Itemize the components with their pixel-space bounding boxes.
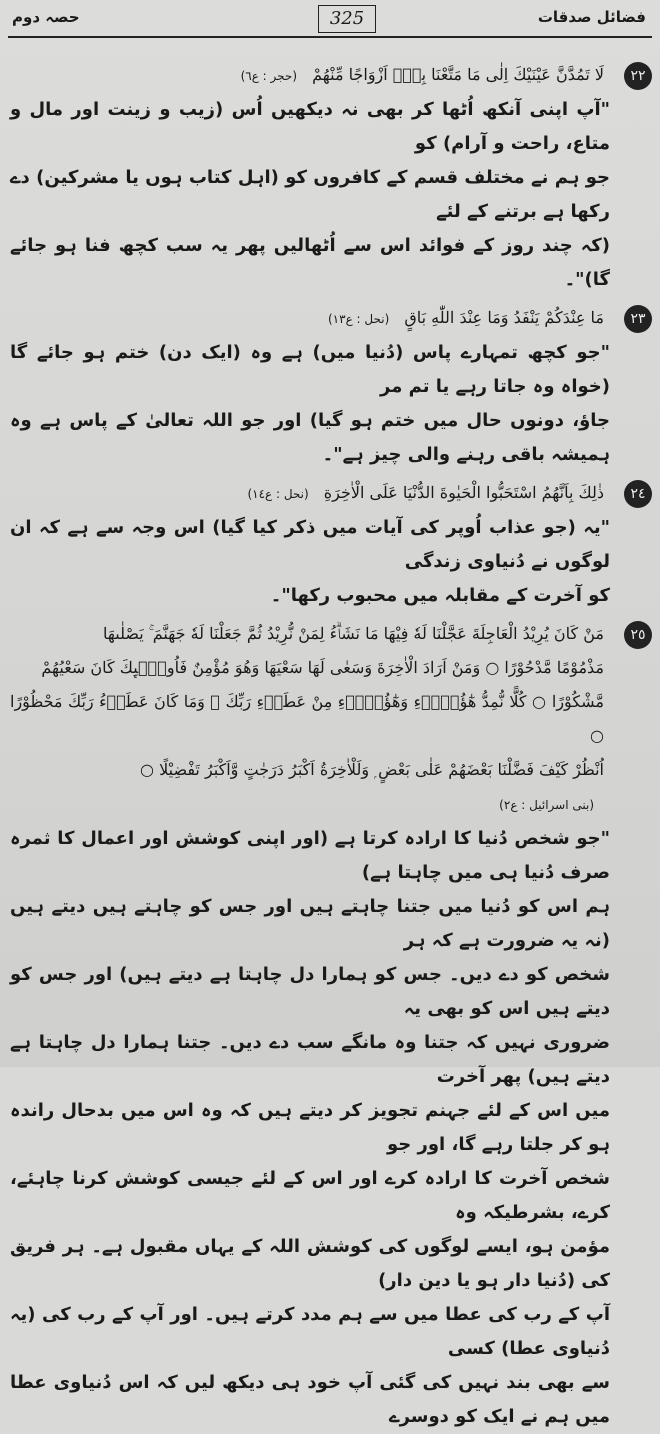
translation-line: جاؤ، دونوں حال میں ختم ہو گیا) اور جو اللہ تعالیٰ کے پاس ہے وہ ہمیشہ باقی رہنے والی چیز ہے"۔ (10, 410, 610, 465)
translation-line: شخص کو دے دیں۔ جس کو ہمارا دل چاہتا ہے دیتے ہیں) اور جس کو دیتے ہیں اس کو بھی یہ (10, 964, 610, 1019)
translation-line: میں اس کے لئے جہنم تجویز کر دیتے ہیں کہ وہ اس میں بدحال راندہ ہو کر جلتا رہے گا، اور جو (10, 1100, 610, 1155)
entry-23 (10, 301, 646, 472)
verse-text: مَا عِنْدَكُمْ يَنْفَدُ وَمَا عِنْدَ اللّٰهِ بَاقٍ (404, 308, 604, 327)
verse-text: لَا تَمُدَّنَّ عَيْنَيْكَ اِلٰى مَا مَتَّعْنَا بِهٖٓ اَزْوَاجًا مِّنْهُمْ (312, 65, 604, 84)
translation-line: "یہ (جو عذاب اُوپر کی آیات میں ذکر کیا گیا) اس وجہ سے ہے کہ ان لوگوں نے دُنیاوی زندگی (10, 517, 610, 572)
verse-number-badge: ٢٤ (624, 480, 652, 508)
quran-verse (10, 58, 610, 93)
quran-verse (10, 617, 610, 822)
book-title: فضائل صدقات (537, 8, 646, 26)
verse-text: ذٰلِكَ بِاَنَّهُمُ اسْتَحَبُّوا الْحَيٰوةَ الدُّنْيَا عَلَى الْاٰخِرَةِ (323, 483, 604, 502)
translation-line: آپ کے رب کی عطا میں سے ہم مدد کرتے ہیں۔ اور آپ کے رب کی (یہ دُنیاوی عطا) کسی (10, 1304, 610, 1359)
verse-reference: (نحل : ع١٤) (247, 487, 309, 501)
page-number: 325 (318, 5, 376, 33)
translation-line: (کہ چند روز کے فوائد اس سے اُٹھالیں پھر یہ سب کچھ فنا ہو جائے گا)"۔ (10, 235, 610, 290)
verse-line: مَنْ كَانَ يُرِيْدُ الْعَاجِلَةَ عَجَّلْنَا لَهٗ فِيْهَا مَا نَشَاۗءُ لِمَنْ نُّرِيْدُ ثُمَّ جَعَلْنَا لَهٗ جَهَنَّمَ ۚ يَصْلٰىهَا (102, 624, 604, 643)
verse-reference: (بنی اسرائیل : ع٢) (499, 798, 594, 812)
translation-line: "جو شخص دُنیا کا ارادہ کرتا ہے (اور اپنی کوشش اور اعمال کا ثمرہ صرف دُنیا ہی میں چاہتا ہے) (10, 828, 610, 883)
translation (10, 511, 610, 613)
verse-line: مَّشْكُوْرًا ○ كُلًّا نُّمِدُّ هٰٓؤُلَاۗءِ وَهٰٓؤُلَاۗءِ مِنْ عَطَاۗءِ رَبِّكَ ۭ وَمَا كَانَ عَطَاۗءُ رَبِّكَ مَحْظُوْرًا ○ (10, 692, 604, 745)
page-header (0, 0, 660, 42)
translation-line: ہم اس کو دُنیا میں جتنا چاہتے ہیں اور جس کو چاہتے ہیں دیتے ہیں (نہ یہ ضرورت ہے کہ ہر (10, 896, 610, 951)
header-rule (8, 36, 652, 38)
translation-line: "آپ اپنی آنکھ اُٹھا کر بھی نہ دیکھیں اُس (زیب و زینت اور مال و متاع، راحت و آرام) کو (10, 99, 610, 154)
translation-line: مؤمن ہو، ایسے لوگوں کی کوشش اللہ کے یہاں مقبول ہے۔ ہر فریق کی (دُنیا دار ہو یا دین دار) (10, 1236, 610, 1291)
verse-line: مَذْمُوْمًا مَّدْحُوْرًا ○ وَمَنْ اَرَادَ الْاٰخِرَةَ وَسَعٰى لَهَا سَعْيَهَا وَهُوَ مُؤْمِنٌ فَاُولٰۗىِٕكَ كَانَ سَعْيُهُمْ (41, 658, 604, 677)
verse-number-badge: ٢٥ (624, 621, 652, 649)
translation-line: سے بھی بند نہیں کی گئی آپ خود ہی دیکھ لیں کہ اس دُنیاوی عطا میں ہم نے ایک کو دوسرے (10, 1372, 610, 1427)
quran-verse (10, 301, 610, 336)
translation-line: "جو کچھ تمہارے پاس (دُنیا میں) ہے وہ (ایک دن) ختم ہو جائے گا (خواہ وہ جاتا رہے یا تم مر (10, 342, 610, 397)
translation (10, 336, 610, 472)
verse-number-badge: ٢٣ (624, 305, 652, 333)
section-label: حصہ دوم (12, 8, 80, 26)
translation (10, 822, 610, 1434)
translation-line: کو آخرت کے مقابلہ میں محبوب رکھا"۔ (270, 585, 610, 606)
entry-22 (10, 58, 646, 297)
entry-25 (10, 617, 646, 1434)
translation (10, 93, 610, 297)
quran-verse (10, 476, 610, 511)
verse-reference: (حجر : ع٦) (240, 69, 298, 83)
page-body (10, 58, 646, 1434)
verse-line: اُنْظُرْ كَيْفَ فَضَّلْنَا بَعْضَهُمْ عَلٰى بَعْضٍ ۭ وَلَلْاٰخِرَةُ اَكْبَرُ دَرَجٰتٍ وَّاَكْبَرُ تَفْضِيْلًا ○ (140, 760, 604, 779)
translation-line: شخص آخرت کا ارادہ کرے اور اس کے لئے جیسی کوشش کرنا چاہئے، کرے، بشرطیکہ وہ (10, 1168, 610, 1223)
verse-reference: (نحل : ع١٣) (327, 312, 390, 326)
verse-number-badge: ٢٢ (624, 62, 652, 90)
translation-line: جو ہم نے مختلف قسم کے کافروں کو (اہل کتاب ہوں یا مشرکین) دے رکھا ہے برتنے کے لئے (10, 167, 610, 222)
entry-24 (10, 476, 646, 613)
translation-line: ضروری نہیں کہ جتنا وہ مانگے سب دے دیں۔ جتنا ہمارا دل چاہتا ہے دیتے ہیں) پھر آخرت (10, 1032, 610, 1087)
